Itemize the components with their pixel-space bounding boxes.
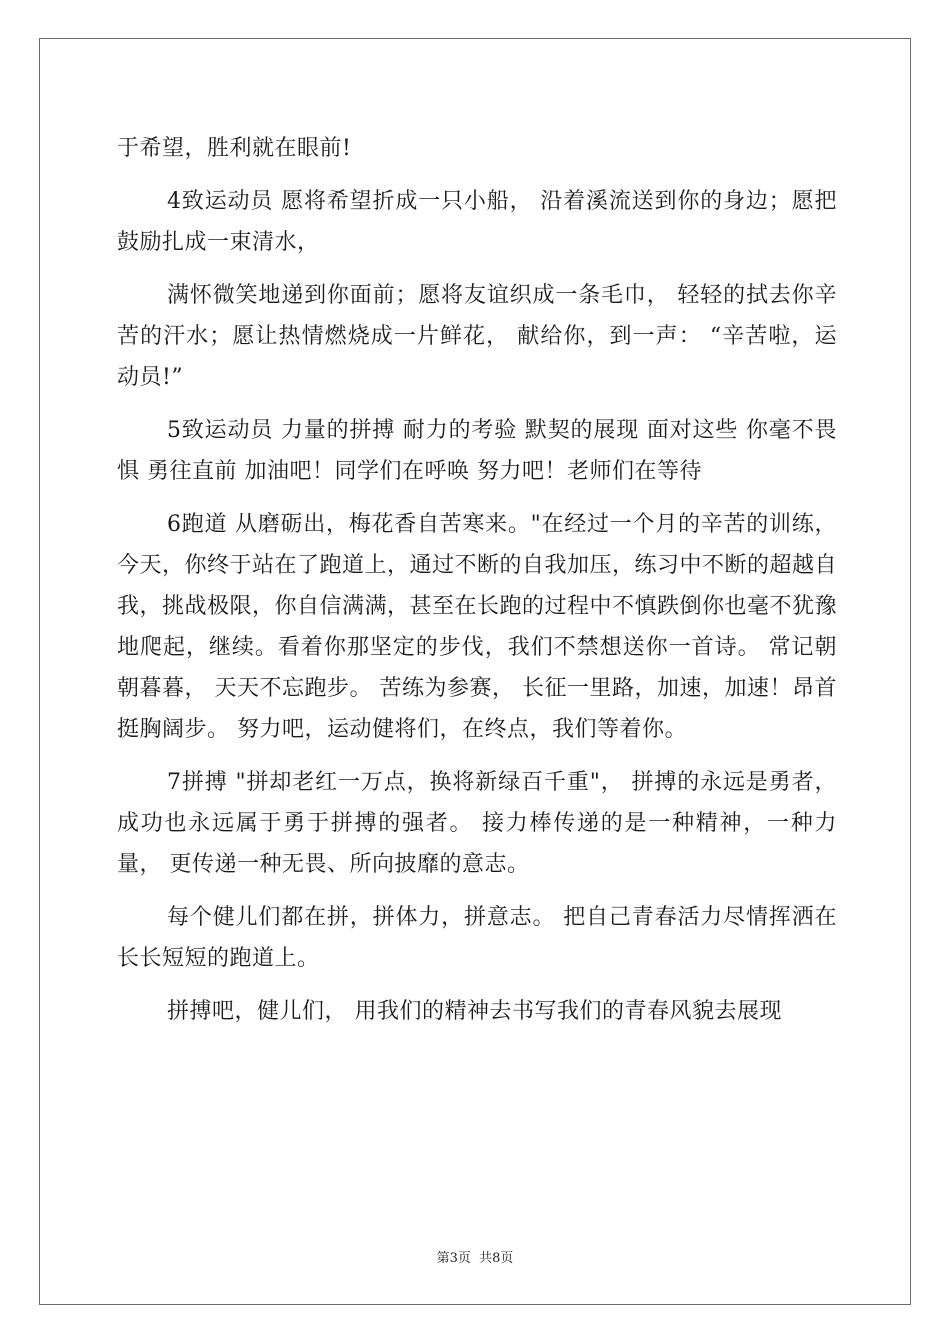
paragraph: 7拼搏 "拼却老红一万点，换将新绿百千重"， 拼搏的永远是勇者， 成功也永远属于勇于拼搏的强者。 接力棒传递的是一种精神，一种力量， 更传递一种无畏、所向披靡的意志。	[117, 770, 837, 877]
paragraph: 拼搏吧，健儿们， 用我们的精神去书写我们的青春风貌去展现	[167, 999, 782, 1024]
paragraph: 于希望，胜利就在眼前!	[117, 136, 352, 161]
paragraph: 5致运动员 力量的拼搏 耐力的考验 默契的展现 面对这些 你毫不畏惧 勇往直前 加油吧！同学们在呼唤 努力吧！老师们在等待	[117, 418, 837, 484]
page-number: 第3页	[436, 1251, 471, 1266]
page-footer	[0, 1247, 950, 1266]
paragraph: 每个健儿们都在拼，拼体力，拼意志。 把自己青春活力尽情挥洒在长长短短的跑道上。	[117, 905, 837, 971]
paragraph: 6跑道 从磨砺出，梅花香自苦寒来。"在经过一个月的辛苦的训练，今天，你终于站在了跑道上，通过不断的自我加压，练习中不断的超越自我，挑战极限，你自信满满，甚至在长跑的过程中不慎跌倒你也毫不犹豫地爬起，继续。看着你那坚定的步伐，我们不禁想送你一首诗。 常记朝朝暮暮， 天天不忘跑步。 苦练为参赛， 长征一里路，加速，加速！昂首挺胸阔步。 努力吧，运动健将们，在终点，我们等着你。	[117, 512, 838, 742]
document-body	[117, 128, 837, 1044]
paragraph: 满怀微笑地递到你面前；愿将友谊织成一条毛巾， 轻轻的拭去你辛苦的汗水；愿让热情燃烧成一片鲜花， 献给你，到一声： “辛苦啦，运动员!”	[117, 283, 837, 390]
page-total: 共8页	[479, 1251, 514, 1266]
paragraph: 4致运动员 愿将希望折成一只小船， 沿着溪流送到你的身边；愿把鼓励扎成一束清水，	[117, 189, 837, 255]
